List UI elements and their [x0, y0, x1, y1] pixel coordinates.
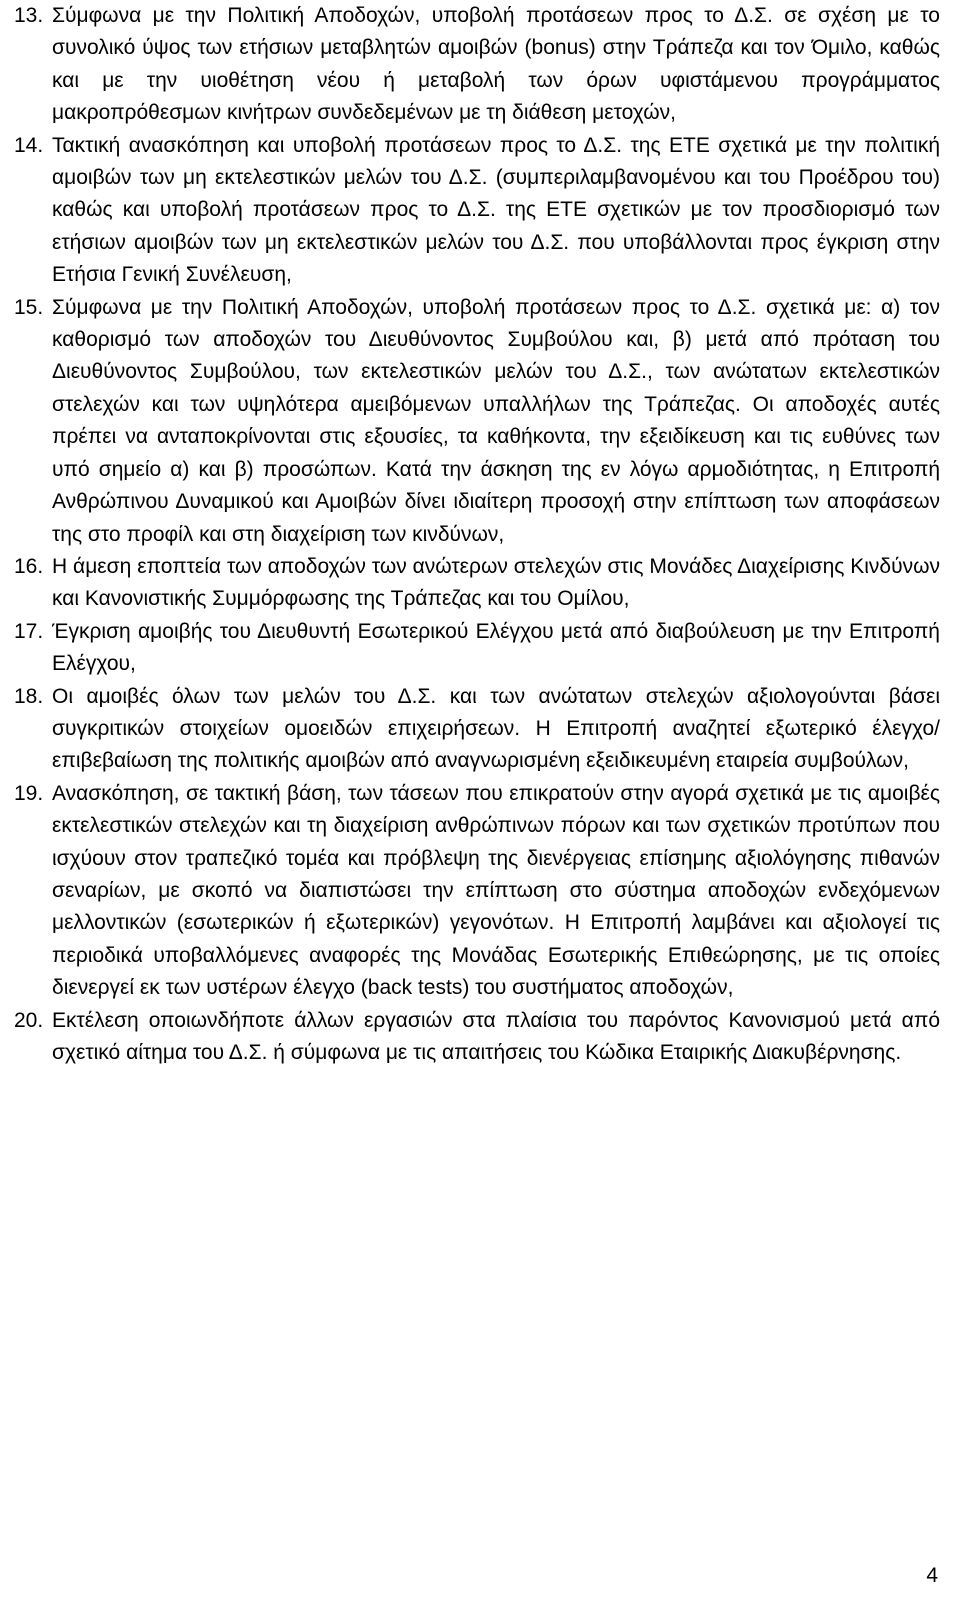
item-text: Η άμεση εποπτεία των αποδοχών των ανώτερων στελεχών στις Μονάδες Διαχείρισης Κινδύνων και Κανονιστικής Συμμόρφωσης της Τράπεζας και του Ομίλου, [52, 554, 940, 611]
list-item-17 [14, 616, 940, 681]
item-number: 16. [14, 554, 44, 578]
document-body [14, 0, 940, 1069]
item-number: 20. [14, 1008, 44, 1032]
list-item-14 [14, 130, 940, 292]
item-text: Έγκριση αμοιβής του Διευθυντή Εσωτερικού Ελέγχου μετά από διαβούλευση με την Επιτροπή Ελέγχου, [52, 619, 940, 676]
list-item-13 [14, 0, 940, 130]
page-number: 4 [926, 1564, 938, 1587]
item-text: Σύμφωνα με την Πολιτική Αποδοχών, υποβολή προτάσεων προς το Δ.Σ. σχετικά με: α) τον καθορισμό των αποδοχών του Διευθύνοντος Συμβούλου και, β) μετά από πρόταση του Διευθύνοντος Συμβούλου, των εκτελεστικών μελών του Δ.Σ., των ανώτατων εκτελεστικών στελεχών και των υψηλότερα αμειβόμενων υπαλλήλων της Τράπεζας. Οι αποδοχές αυτές πρέπει να ανταποκρίνονται στις εξουσίες, τα καθήκοντα, την εξειδίκευση και τις ευθύνες των υπό σημείο α) και β) προσώπων. Κατά την άσκηση της εν λόγω αρμοδιότητας, η Επιτροπή Ανθρώπινου Δυναμικού και Αμοιβών δίνει ιδιαίτερη προσοχή στην επίπτωση των αποφάσεων της στο προφίλ και στη διαχείριση των κινδύνων, [52, 295, 940, 546]
item-number: 17. [14, 619, 44, 643]
item-text: Ανασκόπηση, σε τακτική βάση, των τάσεων που επικρατούν στην αγορά σχετικά με τις αμοιβές εκτελεστικών στελεχών και τη διαχείριση ανθρώπινων πόρων και των σχετικών προτύπων που ισχύουν στον τραπεζικό τομέα και πρόβλεψη της διενέργειας επίσημης αξιολόγησης πιθανών σεναρίων, με σκοπό να διαπιστώσει την επίπτωση στο σύστημα αποδοχών ενδεχόμενων μελλοντικών (εσωτερικών ή εξωτερικών) γεγονότων. Η Επιτροπή λαμβάνει και αξιολογεί τις περιοδικά υποβαλλόμενες αναφορές της Μονάδας Εσωτερικής Επιθεώρησης, με τις οποίες διενεργεί εκ των υστέρων έλεγχο (back tests) του συστήματος αποδοχών, [52, 781, 940, 1000]
list-item-20 [14, 1005, 940, 1070]
list-item-19 [14, 778, 940, 1005]
item-number: 18. [14, 684, 44, 708]
list-item-15 [14, 292, 940, 551]
item-text: Τακτική ανασκόπηση και υποβολή προτάσεων προς το Δ.Σ. της ΕΤΕ σχετικά με την πολιτική αμοιβών των μη εκτελεστικών μελών του Δ.Σ. (συμπεριλαμβανομένου και του Προέδρου του) καθώς και υποβολή προτάσεων προς το Δ.Σ. της ΕΤΕ σχετικών με τον προσδιορισμό των ετήσιων αμοιβών των μη εκτελεστικών μελών του Δ.Σ. που υποβάλλονται προς έγκριση στην Ετήσια Γενική Συνέλευση, [52, 133, 940, 287]
item-number: 15. [14, 295, 44, 319]
item-number: 19. [14, 781, 44, 805]
item-text: Σύμφωνα με την Πολιτική Αποδοχών, υποβολή προτάσεων προς το Δ.Σ. σε σχέση με το συνολικό ύψος των ετήσιων μεταβλητών αμοιβών (bonus) στην Τράπεζα και τον Όμιλο, καθώς και με την υιοθέτηση νέου ή μεταβολή των όρων υφιστάμενου προγράμματος μακροπρόθεσμων κινήτρων συνδεδεμένων με τη διάθεση μετοχών, [52, 4, 940, 125]
item-text: Εκτέλεση οποιωνδήποτε άλλων εργασιών στα πλαίσια του παρόντος Κανονισμού μετά από σχετικό αίτημα του Δ.Σ. ή σύμφωνα με τις απαιτήσεις του Κώδικα Εταιρικής Διακυβέρνησης. [52, 1008, 940, 1064]
item-text: Οι αμοιβές όλων των μελών του Δ.Σ. και των ανώτατων στελεχών αξιολογούνται βάσει συγκριτικών στοιχείων ομοειδών επιχειρήσεων. Η Επιτροπή αναζητεί εξωτερικό έλεγχο/επιβεβαίωση της πολιτικής αμοιβών από αναγνωρισμένη εξειδικευμένη εταιρεία συμβούλων, [52, 684, 940, 773]
item-number: 14. [14, 133, 44, 157]
list-item-18 [14, 681, 940, 778]
item-number: 13. [14, 4, 44, 27]
list-item-16 [14, 551, 940, 616]
